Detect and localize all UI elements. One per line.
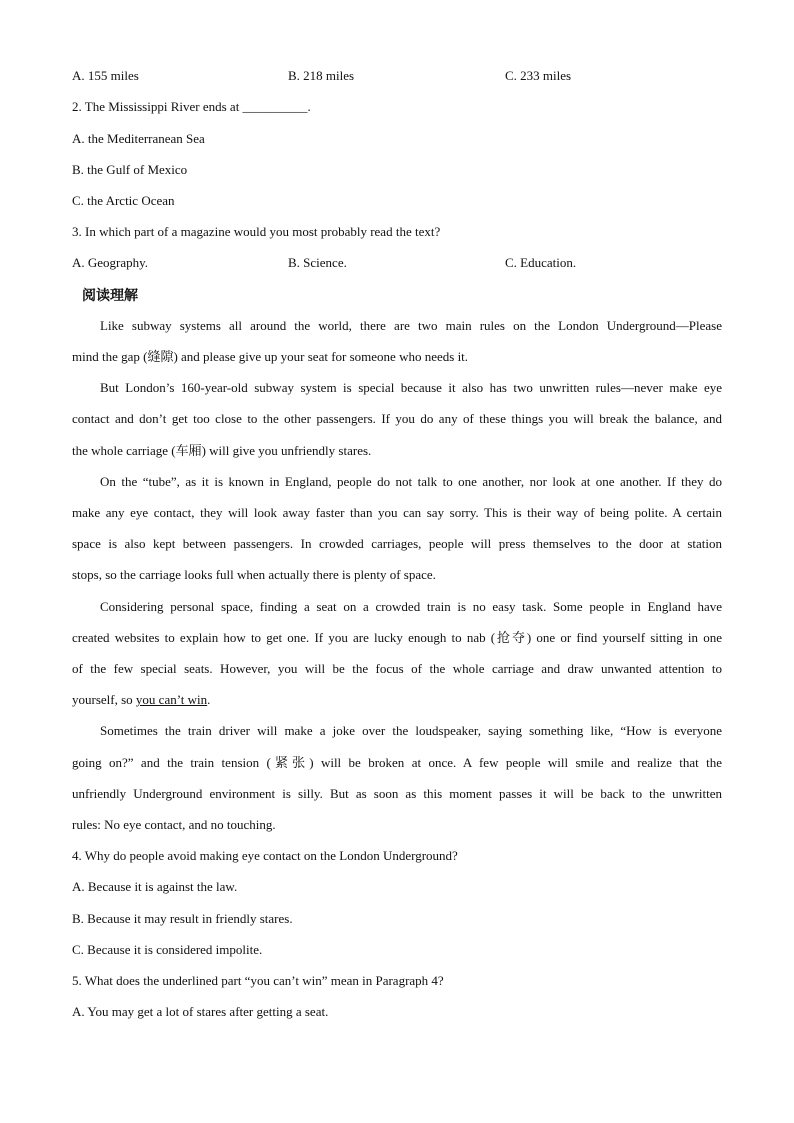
- q1-option-a: A. 155 miles: [72, 68, 139, 83]
- q2-option-b: B. the Gulf of Mexico: [72, 162, 188, 177]
- passage-p4-line-4: [72, 692, 722, 708]
- passage-p4-line-3: of the few special seats. However, you will be the focus of the whole carriage and draw unwanted attention to: [72, 661, 722, 676]
- section-title: 阅读理解: [82, 288, 138, 304]
- passage-p4-line-2: created websites to explain how to get one. If you are lucky enough to nab (抢夺) one or find yourself sitting in one: [72, 630, 722, 645]
- q4-stem: 4. Why do people avoid making eye contact on the London Underground?: [72, 848, 458, 863]
- q3-option-a: A. Geography.: [72, 255, 149, 270]
- q2-stem: 2. The Mississippi River ends at __________.: [72, 99, 311, 114]
- q1-option-b: B. 218 miles: [288, 68, 355, 83]
- passage-p3-line-1: On the “tube”, as it is known in England, people do not talk to one another, nor look at one another. If they do: [100, 474, 722, 489]
- q3-stem: 3. In which part of a magazine would you most probably read the text?: [72, 224, 441, 239]
- passage-p2-line-3: the whole carriage (车厢) will give you unfriendly stares.: [72, 443, 372, 458]
- passage-p2-line-2: contact and don’t get too close to the other passengers. If you do any of these things you will break the balance, and: [72, 411, 722, 426]
- passage-p5-line-1: Sometimes the train driver will make a joke over the loudspeaker, saying something like, “How is everyone: [100, 723, 722, 738]
- q2-option-a: A. the Mediterranean Sea: [72, 131, 205, 146]
- passage-p4-last-suffix: .: [207, 692, 211, 707]
- q4-option-c: C. Because it is considered impolite.: [72, 942, 263, 957]
- underlined-phrase: you can’t win: [135, 692, 208, 707]
- passage-p5-line-4: rules: No eye contact, and no touching.: [72, 817, 276, 832]
- q3-option-c: C. Education.: [505, 255, 577, 270]
- passage-p2-line-1: But London’s 160-year-old subway system is special because it also has two unwritten rules—never make eye: [100, 380, 722, 395]
- passage-p4-last-prefix: yourself, so: [72, 692, 136, 707]
- q4-option-a: A. Because it is against the law.: [72, 879, 238, 894]
- q3-option-b: B. Science.: [288, 255, 347, 270]
- q4-option-b: B. Because it may result in friendly stares.: [72, 911, 293, 926]
- passage-p3-line-2: make any eye contact, they will look away faster than you can say sorry. This is their way of being polite. A certain: [72, 505, 722, 520]
- passage-p5-line-3: unfriendly Underground environment is silly. But as soon as this moment passes it will be back to the unwritten: [72, 786, 722, 801]
- passage-p1-line-2: mind the gap (缝隙) and please give up your seat for someone who needs it.: [72, 349, 469, 364]
- q2-option-c: C. the Arctic Ocean: [72, 193, 175, 208]
- q1-option-c: C. 233 miles: [505, 68, 572, 83]
- passage-p5-line-2: going on?” and the train tension (紧张) will be broken at once. A few people will smile and realize that the: [72, 755, 722, 770]
- passage-p3-line-3: space is also kept between passengers. In crowded carriages, people will press themselves to the door at station: [72, 536, 722, 551]
- passage-p1-line-1: Like subway systems all around the world, there are two main rules on the London Underground—Please: [100, 318, 722, 333]
- passage-p3-line-4: stops, so the carriage looks full when actually there is plenty of space.: [72, 567, 436, 582]
- q5-stem: 5. What does the underlined part “you can’t win” mean in Paragraph 4?: [72, 973, 444, 988]
- q5-option-a: A. You may get a lot of stares after getting a seat.: [72, 1004, 329, 1019]
- passage-p4-line-1: Considering personal space, finding a seat on a crowded train is no easy task. Some people in England have: [100, 599, 722, 614]
